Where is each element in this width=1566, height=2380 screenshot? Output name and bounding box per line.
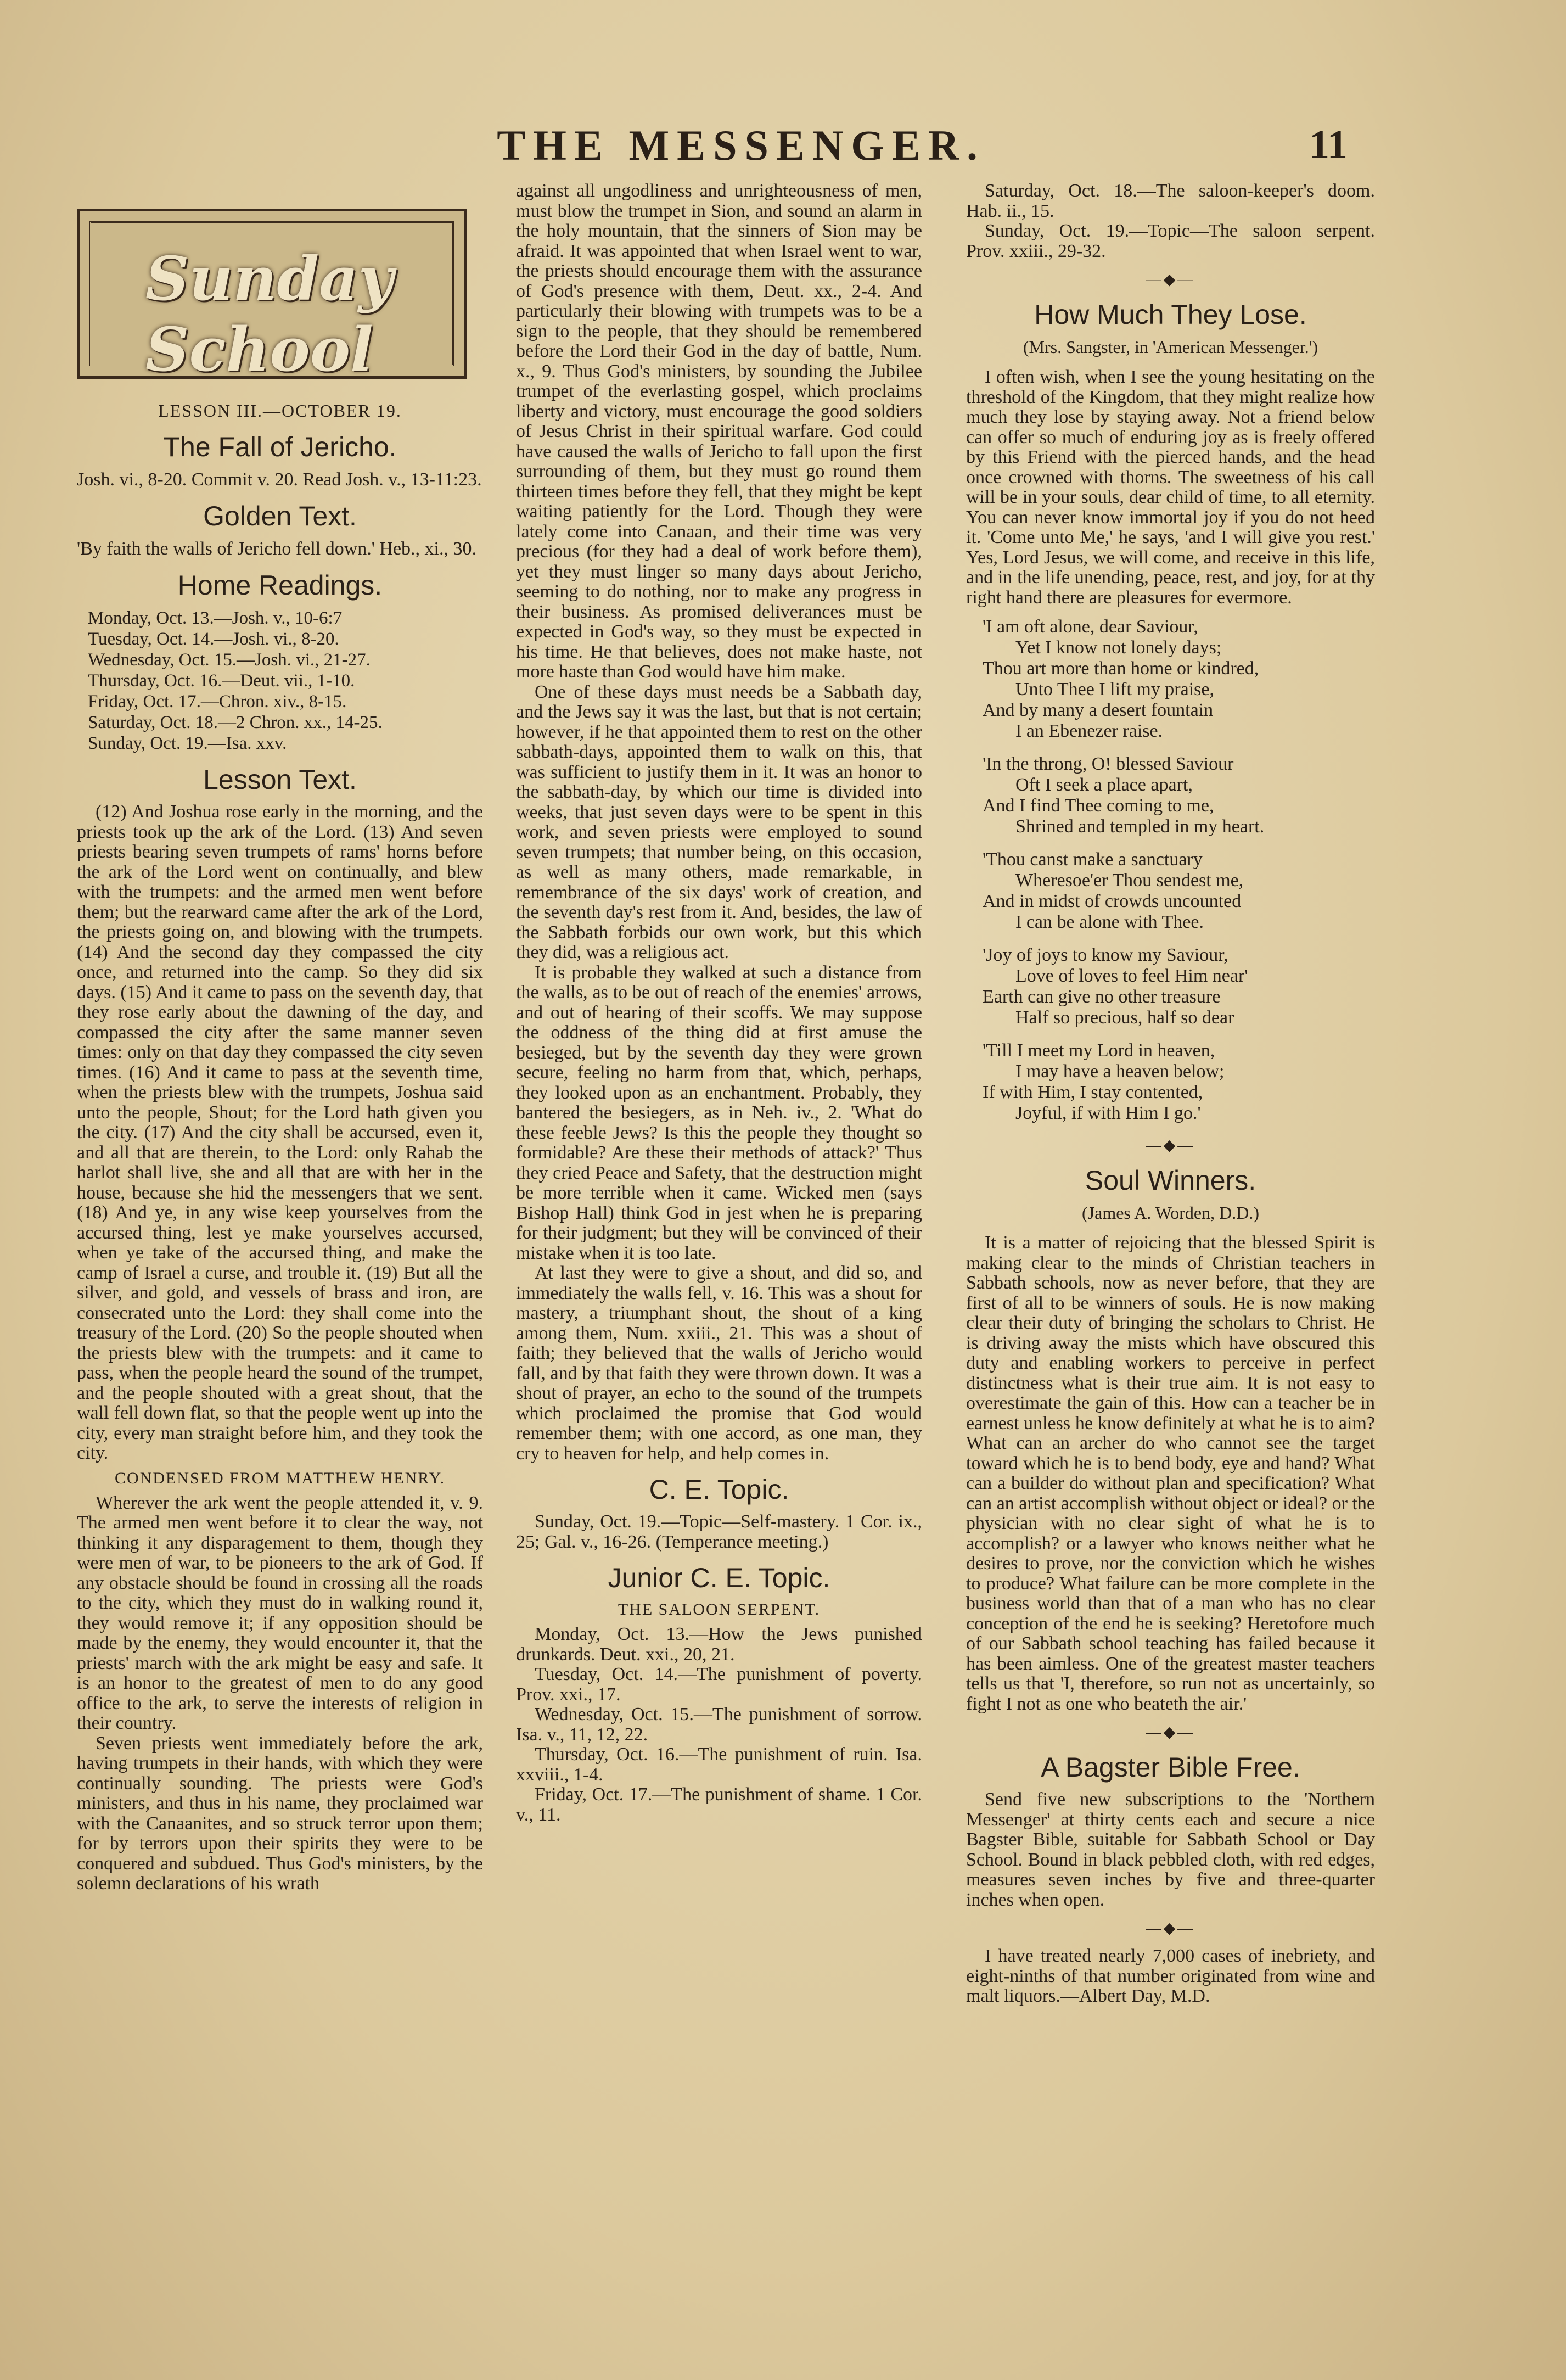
- junior-ce-item: Sunday, Oct. 19.—Topic—The saloon serpent. Prov. xxiii., 29-32.: [966, 221, 1375, 261]
- lesson-reference: Josh. vi., 8-20. Commit v. 20. Read Josh. v., 13-11:23.: [77, 469, 482, 490]
- ce-topic-text: Sunday, Oct. 19.—Topic—Self-mastery. 1 Cor. ix., 25; Gal. v., 16-26. (Temperance meeting.): [516, 1511, 922, 1552]
- junior-ce-item: Thursday, Oct. 16.—The punishment of ruin. Isa. xxviii., 1-4.: [516, 1744, 922, 1785]
- soul-winners-heading: Soul Winners.: [1085, 1165, 1256, 1196]
- junior-ce-item: Wednesday, Oct. 15.—The punishment of sorrow. Isa. v., 11, 12, 22.: [516, 1704, 922, 1745]
- poem-line: Yet I know not lonely days;: [1015, 637, 1222, 658]
- inebriety-note: I have treated nearly 7,000 cases of inebriety, and eight-ninths of that number originated from wine and malt liquors.—Albert Day, M.D.: [966, 1946, 1375, 2006]
- henry-paragraph: It is probable they walked at such a distance from the walls, as to be out of reach of the enemies' arrows, and out of hearing of their scoffs. We may suppose the oddness of the thing did at first amuse the besieged, but by the seventh day they were grown secure, feeling no harm from that, which, perhaps, they looked upon as an enchantment. Probably, they bantered the besiegers, as in Neh. iv., 2. 'What do these feeble Jews? Is this the people they thought so formidable? Are these their methods of attack?' Thus they cried Peace and Safety, that the destruction might be more terrible when it came. Wicked men (says Bishop Hall) think God in jest when he is preparing for their judgment; but they will be convinced of their mistake when it is too late.: [516, 962, 922, 1263]
- junior-ce-item: Friday, Oct. 17.—The punishment of shame. 1 Cor. v., 11.: [516, 1784, 922, 1825]
- home-readings-heading: Home Readings.: [177, 570, 383, 601]
- poem-line: And I find Thee coming to me,: [983, 796, 1214, 816]
- how-much-they-lose-text: I often wish, when I see the young hesitating on the threshold of the Kingdom, that they might realize how much they lose by staying away. Not a friend below can offer so much of enduring joy as is freely offered by this Friend with the pierced hands, and the head once crowned with thorns. The sweetness of his call will be in your souls, dear child of time, to all eternity. You can never know immortal joy if you do not heed it. 'Come unto Me,' he says, 'and I will give you rest.' Yes, Lord Jesus, we will come, and receive in this life, and in the life unending, peace, rest, and joy, for at thy right hand there are pleasures for evermore.: [966, 367, 1375, 608]
- poem-line: 'I am oft alone, dear Saviour,: [983, 617, 1198, 637]
- golden-text-heading: Golden Text.: [203, 501, 357, 531]
- lesson-text-heading: Lesson Text.: [203, 764, 357, 795]
- home-reading-item: Wednesday, Oct. 15.—Josh. vi., 21-27.: [88, 650, 371, 670]
- poem-line: I an Ebenezer raise.: [1015, 721, 1163, 741]
- poem-line: 'Joy of joys to know my Saviour,: [983, 945, 1228, 965]
- poem-stanza: [983, 754, 1375, 837]
- home-reading-item: Friday, Oct. 17.—Chron. xiv., 8-15.: [88, 692, 347, 712]
- junior-ce-heading: Junior C. E. Topic.: [608, 1563, 830, 1593]
- junior-ce-subheading: THE SALOON SERPENT.: [618, 1600, 821, 1619]
- bagster-bible-text: Send five new subscriptions to the 'Northern Messenger' at thirty cents each and secure a nice Bagster Bible, suitable for Sabbath School or Day School. Bound in black pebbled cloth, with red edges, measures seven inches by five and three-quarter inches when open.: [966, 1789, 1375, 1910]
- section-divider: —◆—: [1146, 1920, 1195, 1937]
- poem-line: Oft I seek a place apart,: [1015, 775, 1193, 795]
- poem-line: Half so precious, half so dear: [1015, 1007, 1234, 1028]
- bagster-bible-heading: A Bagster Bible Free.: [1041, 1752, 1300, 1783]
- poem-line: I can be alone with Thee.: [1015, 912, 1204, 932]
- column-3: [966, 181, 1375, 2007]
- home-reading-item: Thursday, Oct. 16.—Deut. vii., 1-10.: [88, 671, 355, 691]
- henry-paragraph: At last they were to give a shout, and did so, and immediately the walls fell, v. 16. This was a shout for mastery, a triumphant shout, the shout of a king among them, Num. xxiii., 21. This was a shout of faith; they believed that the walls of Jericho would fall, and by that faith they were thrown down. It was a shout of prayer, an echo to the sound of the trumpets which proclaimed the promise that God would remember them; with one accord, as one man, they cry to heaven for help, and help comes in.: [516, 1263, 922, 1464]
- how-much-they-lose-byline: (Mrs. Sangster, in 'American Messenger.'): [1023, 337, 1318, 357]
- poem-line: 'Thou canst make a sanctuary: [983, 849, 1203, 870]
- golden-text: 'By faith the walls of Jericho fell down.' Heb., xi., 30.: [77, 539, 476, 559]
- henry-paragraph: One of these days must needs be a Sabbath day, and the Jews say it was the last, but that is not certain; however, if he that appointed them to rest on the other sabbath-days, appointed them to walk on this, that was sufficient to justify them in it. It was an honor to the sabbath-day, by which our time is divided into weeks, that just seven days were to be spent in this work, and seven priests were employed to sound seven trumpets; that number being, on this occasion, as well as many others, made remarkable, in remembrance of the six days' work of creation, and the seventh day's rest from it. And, besides, the law of the Sabbath forbids our own work, but this which they did, was a religious act.: [516, 681, 922, 962]
- column-1: [77, 181, 483, 1894]
- henry-paragraph: Wherever the ark went the people attended it, v. 9. The armed men went before it to clear the way, not thinking it any disparagement to them, though they were men of war, to be pioneers to the ark of God. If any obstacle should be found in crossing all the roads to the city, which they must do in walking round it, they would remove it; if any opposition should be made by the enemy, they would encounter it, that the priests' march with the ark might be easy and safe. It is an honor to the greatest of men to do any good office to the ark, to serve the interests of religion in their country.: [77, 1492, 483, 1733]
- poem-line: Shrined and templed in my heart.: [1015, 816, 1265, 837]
- poem-line: Thou art more than home or kindred,: [983, 658, 1259, 679]
- poem-line: Joyful, if with Him I go.': [1015, 1103, 1201, 1123]
- junior-ce-item: Tuesday, Oct. 14.—The punishment of poverty. Prov. xxi., 17.: [516, 1664, 922, 1705]
- henry-paragraph: Seven priests went immediately before the ark, having trumpets in their hands, with which they were continually sounding. The priests were God's ministers, and thus in his name, they proclaimed war with the Canaanites, and so struck terror upon them; for by terrors upon their spirits they were to be conquered and subdued. Thus God's ministers, by the solemn declarations of his wrath: [77, 1733, 483, 1894]
- home-readings-list: [77, 608, 483, 754]
- soul-winners-text: It is a matter of rejoicing that the blessed Spirit is making clear to the minds of Christian teachers in Sabbath schools, now as never before, that they are first of all to be winners of souls. He is now making clear their duty of bringing the scholars to Christ. He is driving away the mists which have obscured this duty and enabling workers to perceive in perfect distinctness what is their true aim. It is not easy to overestimate the gain of this. How can a teacher be in earnest unless he know definitely at what he is to aim? What can an archer do who cannot see the target toward which he is to bend body, eye and hand? What can a builder do without plan and specification? What can an artist accomplish without object or ideal? or the physician with no clear sight of what he is to accomplish? or a lawyer who knows neither what he desires to prove, nor the conviction which he wishes to produce? What failure can be more complete in the business world than that of a man who has no clear conception of the end he is seeking? Heretofore much of our Sabbath school teaching has failed because it has been aimless. One of the greatest master teachers tells us that 'I, therefore, so run not as uncertainly, so fight I not as one who beateth the air.': [966, 1233, 1375, 1714]
- section-divider: —◆—: [1146, 1137, 1195, 1154]
- junior-ce-item: Saturday, Oct. 18.—The saloon-keeper's doom. Hab. ii., 15.: [966, 181, 1375, 221]
- poem-line: Love of loves to feel Him near': [1015, 966, 1248, 986]
- poem-line: Earth can give no other treasure: [983, 987, 1221, 1007]
- poem-line: 'In the throng, O! blessed Saviour: [983, 754, 1234, 774]
- poem-stanza: [983, 1040, 1375, 1124]
- poem-stanza: [983, 617, 1375, 742]
- poem-line: And in midst of crowds uncounted: [983, 891, 1242, 911]
- banner-text: Sunday School: [145, 243, 394, 385]
- poem-line: Unto Thee I lift my praise,: [1015, 679, 1214, 699]
- home-reading-item: Saturday, Oct. 18.—2 Chron. xx., 14-25.: [88, 713, 383, 732]
- poem-line: I may have a heaven below;: [1015, 1061, 1225, 1082]
- section-divider: —◆—: [1146, 271, 1195, 288]
- page-number: 11: [1309, 122, 1348, 167]
- ce-topic-heading: C. E. Topic.: [649, 1474, 789, 1505]
- lesson-text: (12) And Joshua rose early in the morning, and the priests took up the ark of the Lord. (13) And seven priests bearing seven trumpets of rams' horns before the ark of the Lord went on continually, and blew with the trumpets: and the armed men went before them; but the rearward came after the ark of the Lord, the priests going on, and blowing with the trumpets. (14) And the second day they compassed the city once, and returned into the camp. So they did six days. (15) And it came to pass on the seventh day, that they rose early about the dawning of the day, and compassed the city after the same manner seven times: only on that day they compassed the city seven times. (16) And it came to pass at the seventh time, when the priests blew with the trumpets, Joshua said unto the people, Shout; for the Lord hath given you the city. (17) And the city shall be accursed, even it, and all that are therein, to the Lord: only Rahab the harlot shall live, she and all that are with her in the house, because she hid the messengers that we sent. (18) And ye, in any wise keep yourselves from the accursed thing, lest ye make yourselves accursed, when ye take of the accursed thing, and make the camp of Israel a curse, and trouble it. (19) But all the silver, and gold, and vessels of brass and iron, are consecrated unto the Lord: they shall come into the treasury of the Lord. (20) So the people shouted when the priests blew with the trumpets: and it came to pass, when the people heard the sound of the trumpet, and the people shouted with a great shout, that the wall fell down flat, so that the people went up into the city, every man straight before him, and they took the city.: [77, 802, 483, 1463]
- poem-line: 'Till I meet my Lord in heaven,: [983, 1040, 1215, 1061]
- column-2: [516, 181, 922, 1825]
- home-reading-item: Tuesday, Oct. 14.—Josh. vi., 8-20.: [88, 629, 339, 649]
- lesson-title: The Fall of Jericho.: [163, 432, 397, 462]
- poem-line: If with Him, I stay contented,: [983, 1082, 1203, 1102]
- matthew-henry-heading: CONDENSED FROM MATTHEW HENRY.: [115, 1469, 445, 1487]
- poem-line: And by many a desert fountain: [983, 700, 1214, 720]
- how-much-they-lose-heading: How Much They Lose.: [1034, 299, 1307, 330]
- masthead-title: THE MESSENGER.: [497, 121, 985, 169]
- sunday-school-banner: [77, 209, 467, 385]
- junior-ce-item: Monday, Oct. 13.—How the Jews punished drunkards. Deut. xxi., 20, 21.: [516, 1624, 922, 1665]
- poem-stanza: [983, 945, 1375, 1028]
- poem-stanza: [983, 849, 1375, 933]
- henry-paragraph: against all ungodliness and unrighteousness of men, must blow the trumpet in Sion, and sound an alarm in the holy mountain, that the sinners of Sion may be afraid. It was appointed that when Israel went to war, the priests should encourage them with the assurance of God's presence with them, Deut. xx., 2-4. And particularly their blowing with trumpets was to be a sign to the people, that they should be remembered before the Lord their God in the day of battle, Num. x., 9. Thus God's ministers, by sounding the Jubilee trumpet of the everlasting gospel, which proclaims liberty and victory, must encourage the good soldiers of Jesus Christ in their spiritual warfare. God could have caused the walls of Jericho to fall upon the first surrounding of them, but they must go round them thirteen times before they fell, that they might be kept waiting patiently for the Lord. Though they were lately come into Canaan, and their time was very precious (for they had a deal of work before them), yet they must linger so many days about Jericho, seeming to do nothing, nor to make any progress in their business. As promised deliverances must be expected in God's way, so they must be expected in his time. He that believes, does not make haste, not more haste than God would have him make.: [516, 181, 922, 682]
- home-reading-item: Sunday, Oct. 19.—Isa. xxv.: [88, 733, 287, 753]
- poem-line: Wheresoe'er Thou sendest me,: [1015, 870, 1244, 891]
- section-divider: —◆—: [1146, 1724, 1195, 1741]
- home-reading-item: Monday, Oct. 13.—Josh. v., 10-6:7: [88, 608, 343, 628]
- soul-winners-byline: (James A. Worden, D.D.): [1082, 1203, 1259, 1223]
- lesson-label: LESSON III.—OCTOBER 19.: [158, 401, 402, 421]
